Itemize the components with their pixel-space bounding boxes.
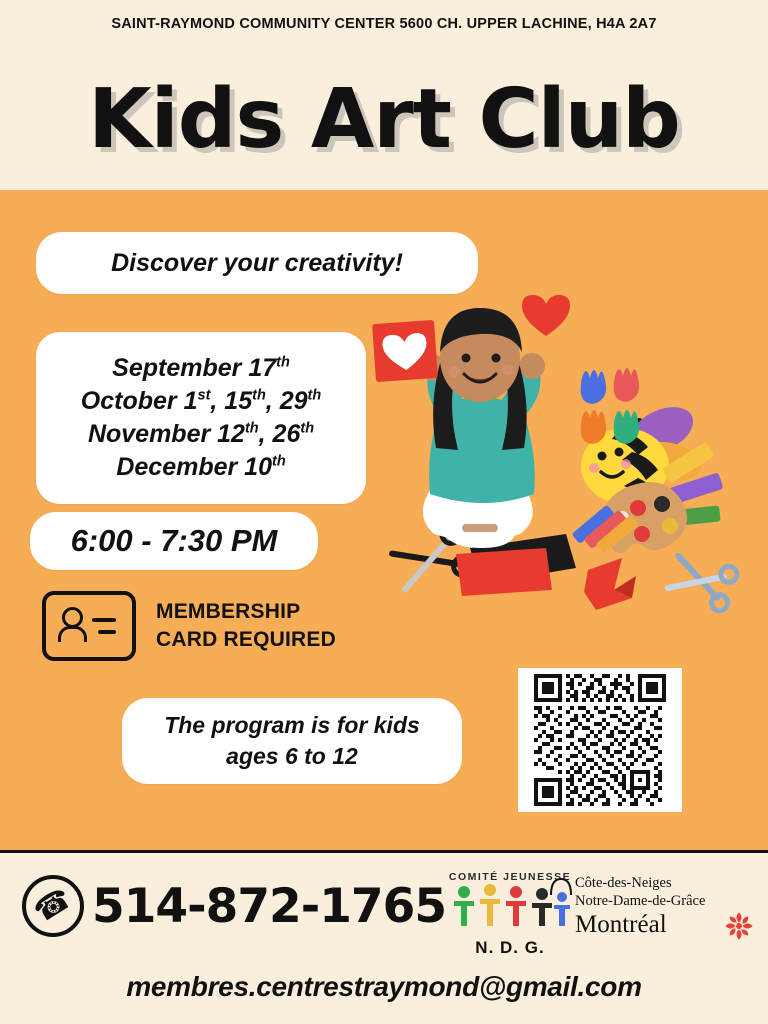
tagline-text: Discover your creativity! bbox=[111, 248, 403, 277]
venue-address: SAINT-RAYMOND COMMUNITY CENTER 5600 CH. UPPER LACHINE, H4A 2A7 bbox=[111, 16, 657, 32]
phone-row[interactable] bbox=[22, 875, 446, 937]
date-line: October 1st, 15th, 29th bbox=[80, 387, 322, 415]
qr-code-image bbox=[524, 674, 676, 806]
date-line: December 10th bbox=[116, 453, 286, 481]
membership-line-1: MEMBERSHIP bbox=[156, 599, 301, 623]
logo-ndg-arc: COMITÉ JEUNESSE bbox=[448, 871, 572, 883]
address-band bbox=[0, 0, 768, 48]
membership-line-2: CARD REQUIRED bbox=[156, 628, 336, 651]
membership-requirement bbox=[42, 590, 402, 662]
phone-icon: ☎ bbox=[22, 875, 84, 937]
origami-bird-icon bbox=[584, 558, 636, 610]
logo-montreal bbox=[575, 875, 760, 939]
id-card-icon bbox=[42, 591, 136, 661]
date-line: November 12th, 26th bbox=[87, 420, 315, 448]
main-content bbox=[0, 190, 768, 850]
membership-text bbox=[156, 598, 336, 655]
footer bbox=[0, 850, 768, 1024]
email-address[interactable]: membres.centrestraymond@gmail.com bbox=[126, 971, 642, 1002]
scissors-icon-right bbox=[666, 550, 739, 613]
montreal-flower-icon bbox=[722, 909, 756, 943]
dates-pill bbox=[36, 332, 366, 504]
page-title: Kids Art Club bbox=[88, 71, 680, 167]
ages-line-2: ages 6 to 12 bbox=[226, 743, 358, 769]
title-block bbox=[0, 48, 768, 190]
child-illustration bbox=[372, 295, 570, 548]
date-line: September 17th bbox=[112, 354, 290, 382]
art-illustration bbox=[370, 218, 760, 648]
montreal-arch-icon bbox=[549, 877, 573, 897]
ages-line-1: The program is for kids bbox=[164, 711, 420, 738]
qr-code[interactable] bbox=[518, 668, 682, 812]
phone-number: 514-872-1765 bbox=[92, 878, 447, 934]
time-pill bbox=[30, 512, 318, 570]
time-text: 6:00 - 7:30 PM bbox=[70, 523, 278, 558]
city-name: Montréal bbox=[575, 911, 667, 939]
borough-line-2: Notre-Dame-de-Grâce bbox=[575, 892, 706, 909]
ages-pill bbox=[122, 698, 462, 784]
borough-line-1: Côte-des-Neiges bbox=[575, 875, 672, 891]
logo-ndg-name: N. D. G. bbox=[475, 938, 545, 957]
